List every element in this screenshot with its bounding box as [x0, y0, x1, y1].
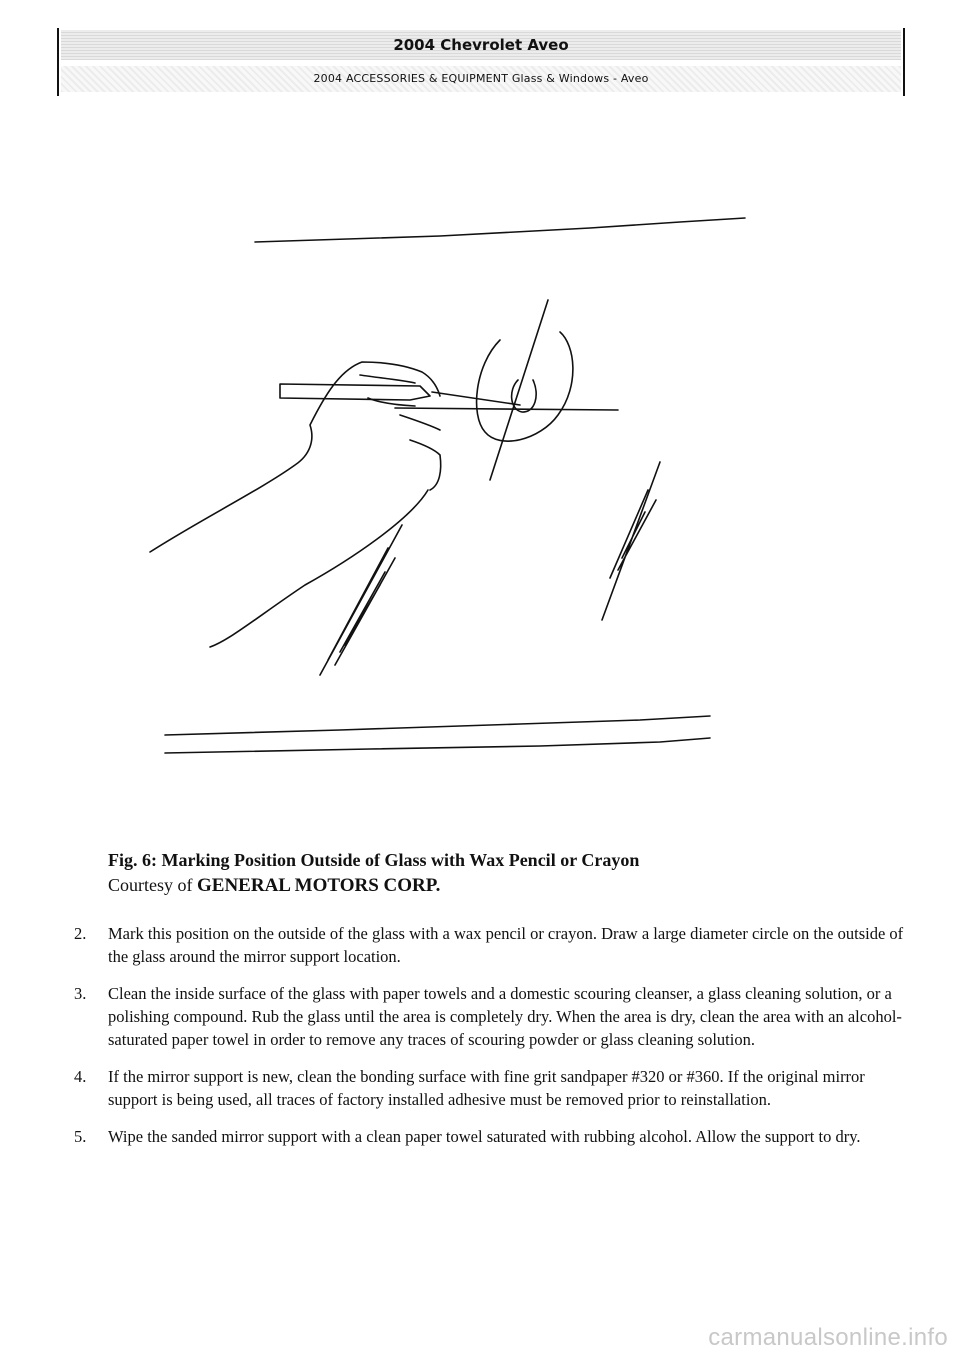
glass-bottom-edge-2 — [165, 738, 710, 753]
step-item — [70, 1065, 910, 1111]
glass-glare-left — [320, 525, 402, 675]
step-number: 2. — [74, 924, 87, 943]
step-text: Clean the inside surface of the glass with paper towels and a domestic scouring cleanser, a glass cleaning solution, or a polishing compound. Rub the glass until the area is completely dry. When the area is dry, clean the area with an alcohol-saturated paper towel in order to remove any traces of scouring powder or glass cleaning solution. — [108, 984, 902, 1049]
figure-caption-block — [108, 848, 848, 899]
procedure-steps — [70, 922, 910, 1162]
step-item — [70, 1125, 910, 1148]
glass-top-edge — [255, 218, 745, 242]
site-watermark: carmanualsonline.info — [708, 1324, 948, 1351]
step-text: Wipe the sanded mirror support with a clean paper towel saturated with rubbing alcohol. Allow the support to dry. — [108, 1127, 861, 1146]
courtesy-company: GENERAL MOTORS CORP. — [197, 875, 441, 896]
mirror-position-circle — [512, 380, 537, 412]
step-number: 3. — [74, 984, 87, 1003]
step-text: Mark this position on the outside of the glass with a wax pencil or crayon. Draw a large diameter circle on the outside of the glass around the mirror support location. — [108, 924, 904, 966]
courtesy-prefix: Courtesy of — [108, 875, 193, 895]
step-item — [70, 982, 910, 1051]
page-header — [57, 28, 905, 96]
header-border-right — [903, 28, 905, 96]
crayon — [280, 384, 430, 400]
header-border-left — [57, 28, 59, 96]
step-number: 5. — [74, 1127, 87, 1146]
glass-bottom-edge — [165, 716, 710, 735]
document-subtitle: 2004 ACCESSORIES & EQUIPMENT Glass & Windows - Aveo — [61, 66, 901, 92]
step-item — [70, 922, 910, 968]
figure-courtesy — [108, 872, 848, 899]
crosshair-diagonal — [490, 300, 548, 480]
figure-caption: Fig. 6: Marking Position Outside of Glass with Wax Pencil or Crayon — [108, 850, 640, 870]
step-text: If the mirror support is new, clean the bonding surface with fine grit sandpaper #320 or #360. If the original mirror support is being used, all traces of factory installed adhesive must be removed prior to reinstallation. — [108, 1067, 865, 1109]
document-title: 2004 Chevrolet Aveo — [61, 30, 901, 60]
glass-marking-illustration — [140, 200, 770, 800]
crosshair-horizontal — [395, 408, 618, 410]
figure-illustration — [140, 200, 770, 800]
step-number: 4. — [74, 1067, 87, 1086]
glass-glare-right — [602, 462, 660, 620]
marking-circle — [477, 332, 573, 441]
